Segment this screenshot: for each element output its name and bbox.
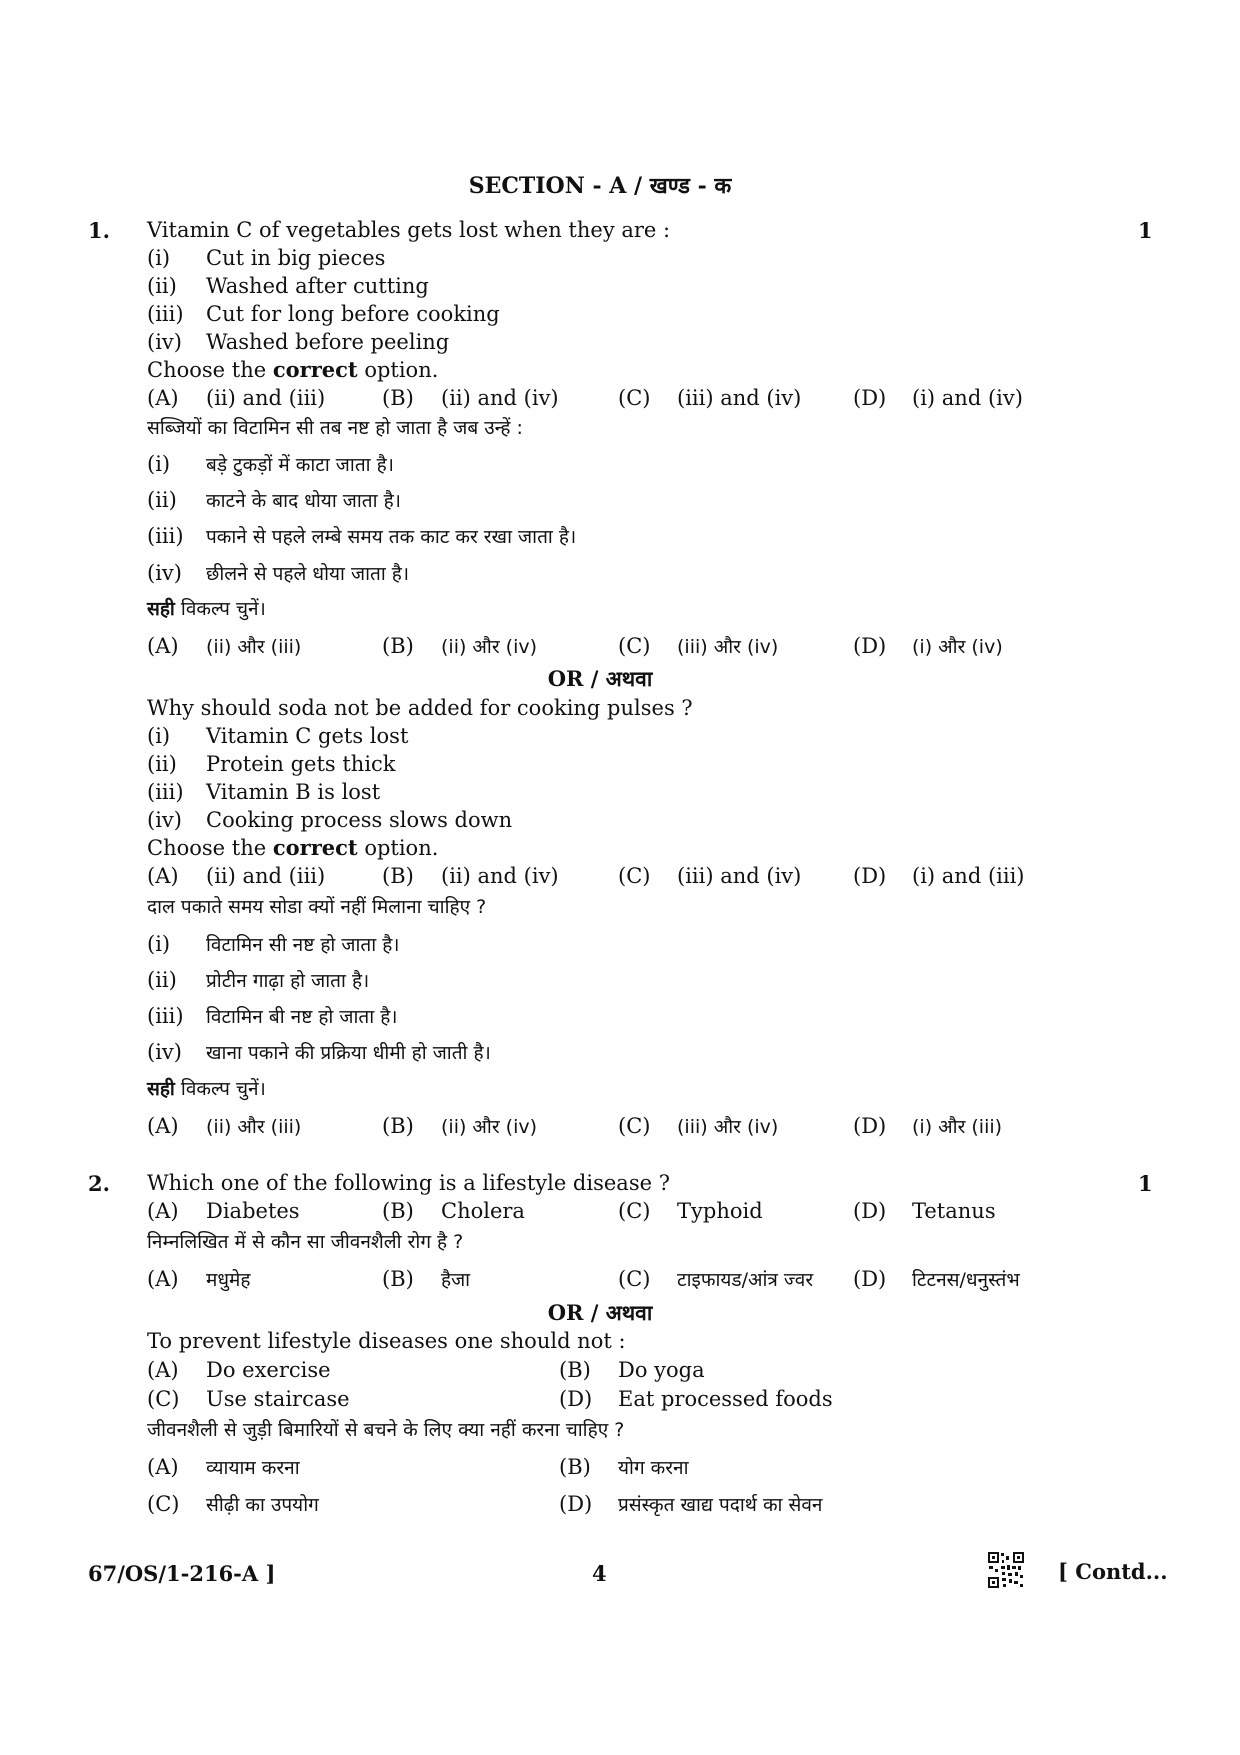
option-b-hindi: (B) (ii) और (iv) <box>382 1114 538 1138</box>
question-marks: 1 <box>1138 218 1153 243</box>
choose-instruction-hindi: सही विकल्प चुनें। <box>147 598 266 620</box>
option-d-hindi: (D) (i) और (iv) <box>853 634 1003 658</box>
statement-item: (iv) Cooking process slows down <box>147 808 513 832</box>
section-title: SECTION - A / खण्ड - क <box>468 173 732 199</box>
statement-numeral: (i) <box>147 246 171 270</box>
option-c: (C) (iii) and (iv) <box>618 386 802 410</box>
option-c-hindi: (C) सीढ़ी का उपयोग <box>147 1492 319 1516</box>
question-stem-hindi: सब्जियों का विटामिन सी तब नष्ट हो जाता है जब उन्हें : <box>147 417 523 439</box>
statement-numeral: (iv) <box>147 330 182 354</box>
option-a-hindi: (A) व्यायाम करना <box>147 1455 300 1479</box>
option-c-hindi: (C) (iii) और (iv) <box>618 1114 779 1138</box>
statement-item: (iii) Vitamin B is lost <box>147 780 381 804</box>
option-c: (C) Use staircase <box>147 1387 350 1411</box>
question-stem: To prevent lifestyle diseases one should not : <box>147 1329 626 1353</box>
statement-item <box>147 274 429 298</box>
or-separator: OR / अथवा <box>547 1300 653 1325</box>
option-d-hindi: (D) (i) और (iii) <box>853 1114 1003 1138</box>
statement-item: (i) Vitamin C gets lost <box>147 724 409 748</box>
statement-text: Cut in big pieces <box>206 246 386 270</box>
question-stem-hindi: जीवनशैली से जुड़ी बिमारियों से बचने के लिए क्या नहीं करना चाहिए ? <box>147 1419 625 1441</box>
choose-instruction-hindi: सही विकल्प चुनें। <box>147 1078 266 1100</box>
statement-item: (ii) Protein gets thick <box>147 752 396 776</box>
option-b: (B) Do yoga <box>559 1358 705 1382</box>
choose-instruction: Choose the correct option. <box>147 357 439 382</box>
statement-item <box>147 330 449 354</box>
option-c-hindi: (C) (iii) और (iv) <box>618 634 779 658</box>
statement-item <box>147 246 385 270</box>
qr-code-icon <box>987 1551 1025 1589</box>
option-c-hindi: (C) टाइफायड/आंत्र ज्वर <box>618 1267 814 1291</box>
option-d: (D) (i) and (iii) <box>853 864 1025 888</box>
question-number: 1. <box>88 218 110 243</box>
question-stem: Which one of the following is a lifestyle disease ? <box>147 1171 670 1195</box>
option-b-hindi: (B) हैजा <box>382 1267 471 1291</box>
option-d-hindi: (D) प्रसंस्कृत खाद्य पदार्थ का सेवन <box>559 1492 823 1516</box>
statement-numeral: (iii) <box>147 302 184 326</box>
option-d: (D) Eat processed foods <box>559 1387 833 1411</box>
or-separator: OR / अथवा <box>547 666 653 691</box>
statement-numeral: (ii) <box>147 274 177 298</box>
option-d: (D) (i) and (iv) <box>853 386 1023 410</box>
statement-text: Cut for long before cooking <box>206 302 500 326</box>
option-c: (C) Typhoid <box>618 1199 763 1223</box>
statement-item <box>147 302 500 326</box>
statement-item-hindi: (i) विटामिन सी नष्ट हो जाता है। <box>147 932 400 956</box>
option-a: (A) Diabetes <box>147 1199 300 1223</box>
option-a: (A) (ii) and (iii) <box>147 864 326 888</box>
option-b-hindi: (B) योग करना <box>559 1455 689 1479</box>
question-stem: Why should soda not be added for cooking pulses ? <box>147 696 693 720</box>
statement-item-hindi: (iii) पकाने से पहले लम्बे समय तक काट कर रखा जाता है। <box>147 524 577 548</box>
statement-item-hindi: (iii) विटामिन बी नष्ट हो जाता है। <box>147 1004 398 1028</box>
question-stem-hindi: दाल पकाते समय सोडा क्यों नहीं मिलाना चाहिए ? <box>147 896 487 918</box>
statement-text: Washed after cutting <box>206 274 429 298</box>
question-number: 2. <box>88 1171 110 1196</box>
option-a-hindi: (A) (ii) और (iii) <box>147 1114 302 1138</box>
statement-item-hindi: (ii) काटने के बाद धोया जाता है। <box>147 488 401 512</box>
continued-label: [ Contd... <box>1058 1559 1168 1584</box>
statement-item-hindi: (iv) खाना पकाने की प्रक्रिया धीमी हो जाती है। <box>147 1040 491 1064</box>
option-d: (D) Tetanus <box>853 1199 996 1223</box>
statement-text: Washed before peeling <box>206 330 450 354</box>
page-number: 4 <box>592 1561 607 1586</box>
paper-code: 67/OS/1-216-A ] <box>88 1561 276 1586</box>
option-d-hindi: (D) टिटनस/धनुस्तंभ <box>853 1267 1020 1291</box>
option-b-hindi: (B) (ii) और (iv) <box>382 634 538 658</box>
question-stem: Vitamin C of vegetables gets lost when they are : <box>147 218 671 242</box>
option-b: (B) (ii) and (iv) <box>382 386 559 410</box>
question-stem-hindi: निम्नलिखित में से कौन सा जीवनशैली रोग है ? <box>147 1231 464 1253</box>
question-marks: 1 <box>1138 1171 1153 1196</box>
option-a: (A) (ii) and (iii) <box>147 386 326 410</box>
option-a: (A) Do exercise <box>147 1358 331 1382</box>
option-b: (B) Cholera <box>382 1199 525 1223</box>
option-a-hindi: (A) मधुमेह <box>147 1267 251 1291</box>
option-b: (B) (ii) and (iv) <box>382 864 559 888</box>
option-a-hindi: (A) (ii) और (iii) <box>147 634 302 658</box>
statement-item-hindi: (iv) छीलने से पहले धोया जाता है। <box>147 561 410 585</box>
choose-instruction: Choose the correct option. <box>147 835 439 860</box>
statement-item-hindi: (ii) प्रोटीन गाढ़ा हो जाता है। <box>147 968 370 992</box>
statement-item-hindi: (i) बड़े टुकड़ों में काटा जाता है। <box>147 452 394 476</box>
option-c: (C) (iii) and (iv) <box>618 864 802 888</box>
